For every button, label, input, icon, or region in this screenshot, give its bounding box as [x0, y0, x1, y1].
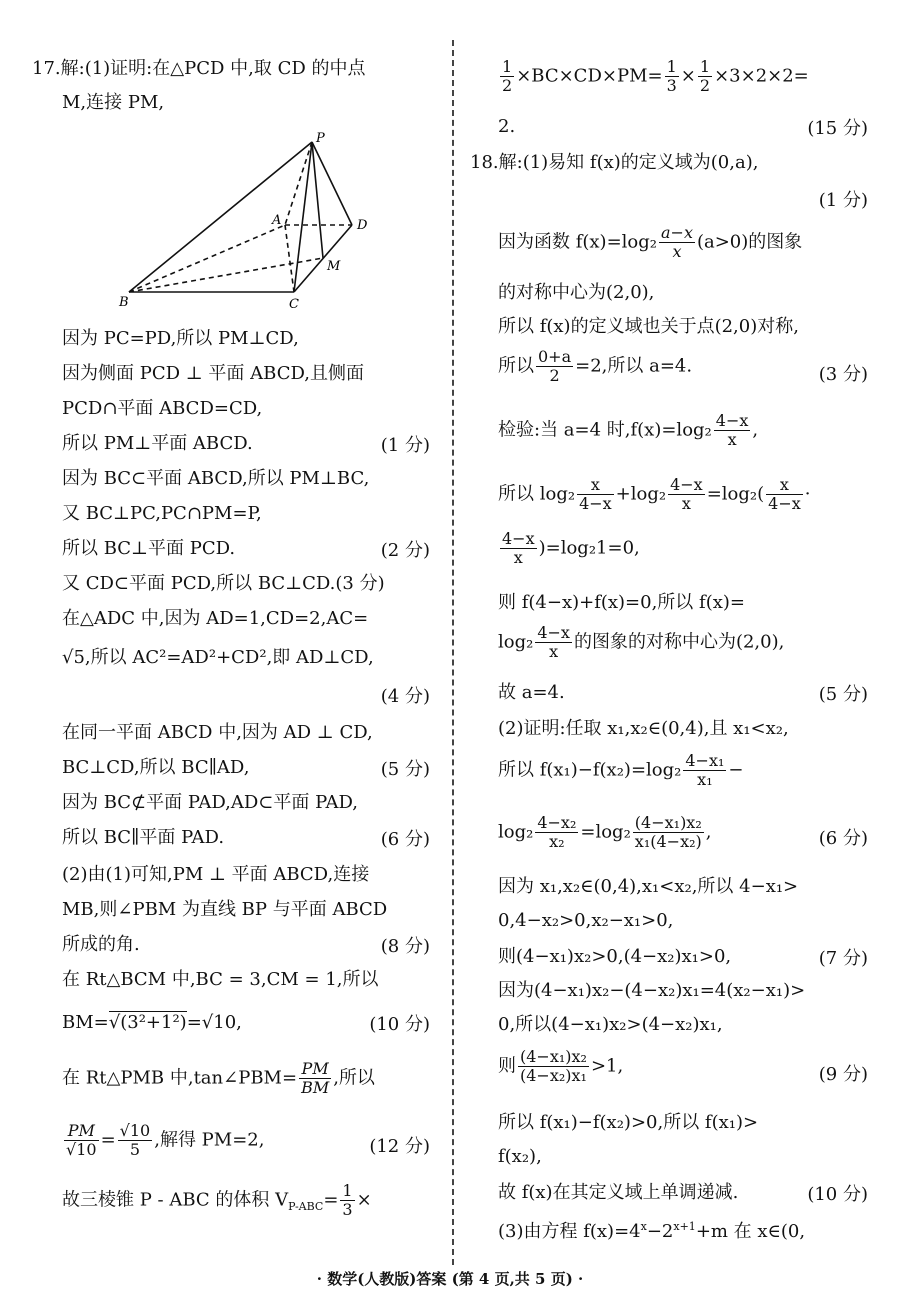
q17-line: PCD∩平面 ABCD=CD,: [62, 398, 263, 419]
score: (6 分): [380, 829, 430, 850]
q17-continuation: 2.: [498, 116, 516, 137]
q17-line: 故三棱锥 P - ABC 的体积 $V_{P-ABC}=$ $\frac{1}{3}$ ×: [62, 1181, 372, 1219]
score: (12 分): [369, 1136, 430, 1157]
q18-line: 则 $\frac{\text{(4−x₁)x₂}}{\text{(4−x₂)x₁}}$ >1,: [498, 1047, 624, 1085]
score: (3 分): [818, 364, 868, 385]
q17-line: 又 CD⊂平面 PCD,所以 BC⊥CD.(3 分): [62, 573, 385, 594]
label-M: M: [327, 259, 341, 274]
q17-line: 又 BC⊥PC,PC∩PM=P,: [62, 503, 262, 524]
score: (5 分): [818, 684, 868, 705]
q18-line: 所以 $\frac{0+a}{2}$ =2,所以 a=4.: [498, 347, 693, 385]
score: (4 分): [380, 686, 430, 707]
q18-line: f(x₂),: [498, 1146, 542, 1167]
q17-line: 在同一平面 ABCD 中,因为 AD ⊥ CD,: [62, 722, 373, 743]
q18-line: log₂ $\frac{4-x}{x}$ 的图象的对称中心为(2,0),: [498, 623, 785, 661]
score: (1 分): [818, 190, 868, 211]
label-B: B: [119, 295, 129, 310]
q17-line: 因为 PC=PD,所以 PM⊥CD,: [62, 328, 299, 349]
q18-line: 0,4−x₂>0,x₂−x₁>0,: [498, 910, 674, 931]
q18-line: 0,所以(4−x₁)x₂>(4−x₂)x₁,: [498, 1014, 723, 1035]
q17-line: 所成的角.: [62, 934, 140, 955]
column-divider: [452, 40, 454, 1265]
q18-line: 因为函数 f(x)=log₂ $\frac{a-x}{x}$ (a>0)的图象: [498, 223, 803, 261]
q17-line: √5,所以 AC²=AD²+CD²,即 AD⊥CD,: [62, 647, 374, 668]
q18-line: log₂ $\frac{\text{4−x₂}}{\text{x₂}}$ =log₂ $\frac{\text{(4−x₁)x₂}}{\text{x₁(4−x₂)}}$ ,: [498, 813, 712, 851]
q17-line: $\frac{PM}{√10}$ = $\frac{√10}{5}$ ,解得 PM=2,: [66, 1121, 265, 1159]
q18-line: 因为(4−x₁)x₂−(4−x₂)x₁=4(x₂−x₁)>: [498, 980, 806, 1001]
score: (8 分): [380, 936, 430, 957]
label-P: P: [316, 131, 325, 146]
q18-line: 所以 f(x₁)−f(x₂)>0,所以 f(x₁)>: [498, 1112, 759, 1133]
score: (15 分): [807, 118, 868, 139]
score: (6 分): [818, 828, 868, 849]
q18-line: 故 f(x)在其定义域上单调递减.: [498, 1182, 739, 1203]
score: (10 分): [807, 1184, 868, 1205]
q18-line: 则(4−x₁)x₂>0,(4−x₂)x₁>0,: [498, 946, 732, 967]
q17-continuation: $\frac{1}{2}$ ×BC×CD×PM= $\frac{1}{3}$ × $\frac{1}{2}$ ×3×2×2=: [502, 57, 809, 95]
q18-heading: 18.解:(1)易知 f(x)的定义域为(0,a),: [470, 152, 759, 173]
score: (5 分): [380, 759, 430, 780]
q17-line: BM=√(3²+1²)=√10,: [62, 1012, 242, 1033]
q17-line: 因为 BC⊂平面 ABCD,所以 PM⊥BC,: [62, 468, 370, 489]
score: (7 分): [818, 948, 868, 969]
score: (9 分): [818, 1064, 868, 1085]
q17-line: (2)由(1)可知,PM ⊥ 平面 ABCD,连接: [62, 864, 370, 885]
q18-line: $\frac{4-x}{x}$ )=log₂1=0,: [502, 529, 640, 567]
q18-line: 则 f(4−x)+f(x)=0,所以 f(x)=: [498, 592, 745, 613]
q17-line: BC⊥CD,所以 BC∥AD,: [62, 757, 250, 778]
q18-line: (2)证明:任取 x₁,x₂∈(0,4),且 x₁<x₂,: [498, 718, 789, 739]
label-D: D: [357, 218, 368, 233]
q17-line: 所以 BC∥平面 PAD.: [62, 827, 225, 848]
q18-line: (3)由方程 $f(x)=4^x-2^{x+1}+m$ 在 x∈(0,: [498, 1220, 806, 1242]
q18-line: 所以 f(x₁)−f(x₂)=log₂ $\frac{\text{4−x₁}}{\text{x₁}}$ −: [498, 751, 744, 789]
q18-line: 因为 x₁,x₂∈(0,4),x₁<x₂,所以 4−x₁>: [498, 876, 799, 897]
q18-line: 故 a=4.: [498, 682, 565, 703]
q17-heading-cont: M,连接 PM,: [62, 92, 165, 113]
q17-line: 在 Rt△PMB 中,tan∠PBM= $\frac{PM}{BM}$ ,所以: [62, 1059, 375, 1097]
q17-line: 在 Rt△BCM 中,BC = 3,CM = 1,所以: [62, 969, 379, 990]
q18-line: 的对称中心为(2,0),: [498, 282, 655, 303]
label-C: C: [289, 297, 299, 310]
page-footer: · 数学(人教版)答案 (第 4 页,共 5 页) ·: [316, 1270, 584, 1288]
label-A: A: [272, 213, 282, 228]
q17-line: 在△ADC 中,因为 AD=1,CD=2,AC=: [62, 608, 369, 629]
q17-heading: 17.解:(1)证明:在△PCD 中,取 CD 的中点: [32, 58, 366, 79]
q17-line: 所以 PM⊥平面 ABCD.: [62, 433, 253, 454]
q18-line: 所以 f(x)的定义域也关于点(2,0)对称,: [498, 316, 799, 337]
q17-line: 所以 BC⊥平面 PCD.: [62, 538, 236, 559]
q17-line: 因为侧面 PCD ⊥ 平面 ABCD,且侧面: [62, 363, 364, 384]
q17-line: MB,则∠PBM 为直线 BP 与平面 ABCD: [62, 899, 388, 920]
q18-line: 所以 log₂ $\frac{x}{4-x}$ +log₂ $\frac{4-x}{x}$ =log₂( $\frac{x}{4-x}$ ·: [498, 475, 811, 513]
pyramid-figure: [117, 130, 377, 310]
score: (1 分): [380, 435, 430, 456]
score: (2 分): [380, 540, 430, 561]
q18-line: 检验:当 a=4 时,f(x)=log₂ $\frac{4-x}{x}$ ,: [498, 411, 759, 449]
score: (10 分): [369, 1014, 430, 1035]
q17-line: 因为 BC⊄平面 PAD,AD⊂平面 PAD,: [62, 792, 359, 813]
